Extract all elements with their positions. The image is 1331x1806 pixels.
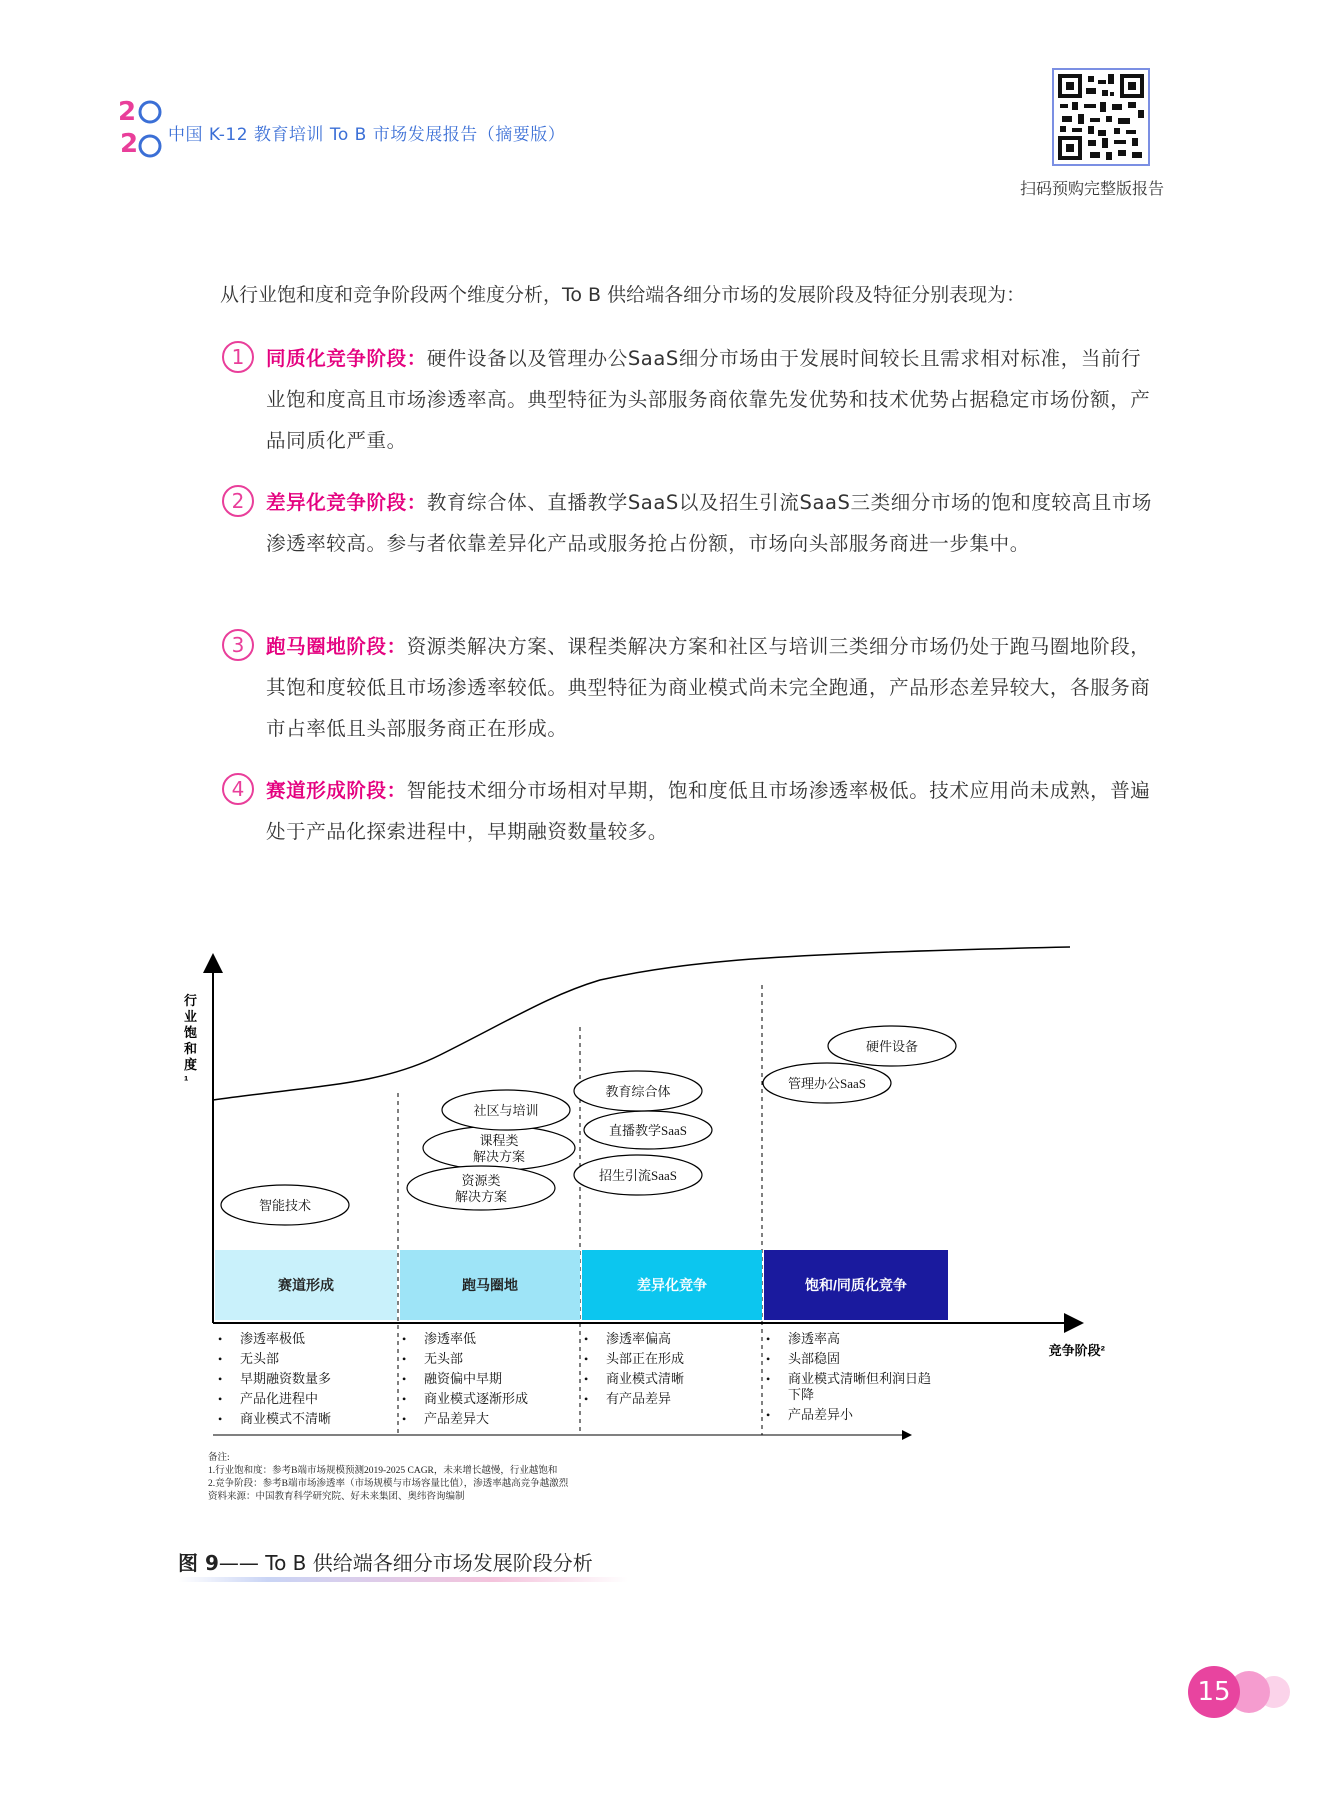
qr-code[interactable] — [1052, 68, 1150, 166]
item-heading: 同质化竞争阶段： — [266, 347, 427, 370]
stage-label: 跑马圈地 — [462, 1277, 518, 1293]
item-number-badge: 4 — [222, 773, 254, 805]
item-text: 资源类解决方案、课程类解决方案和社区与培训三类细分市场仍处于跑马圈地阶段，其饱和度较低且市场渗透率较低。典型特征为商业模式尚未完全跑通，产品形态差异较大，各服务商市占率低且头部服务商正在形成。 — [266, 635, 1151, 740]
stage-item-1 — [222, 338, 1157, 461]
feature-item: 产品差异小 — [788, 1407, 854, 1422]
feature-item: 产品化进程中 — [240, 1391, 319, 1406]
feature-bullet: • — [584, 1372, 589, 1386]
feature-item: 商业模式清晰 — [606, 1371, 685, 1386]
stage-label: 赛道形成 — [278, 1277, 334, 1293]
feature-bullet: • — [218, 1332, 223, 1346]
feature-item: 无头部 — [240, 1351, 280, 1366]
feature-bullet: • — [402, 1392, 407, 1406]
stage-item-3 — [222, 626, 1157, 749]
feature-bullet: • — [402, 1372, 407, 1386]
feature-item: 渗透率低 — [424, 1331, 477, 1346]
segment-label: 社区与培训 — [473, 1103, 539, 1118]
feature-bullet: • — [584, 1332, 589, 1346]
qr-code-pattern — [1058, 74, 1144, 160]
x-axis-label: 竞争阶段² — [1048, 1343, 1105, 1358]
stage-label: 差异化竞争 — [637, 1277, 707, 1293]
notes-heading: 备注: — [208, 1453, 230, 1463]
y-axis-label: 行业饱和度 ¹ — [184, 993, 198, 1088]
item-heading: 赛道形成阶段： — [266, 779, 407, 802]
feature-item: 商业模式清晰但利润日趋 — [788, 1371, 932, 1386]
segment-label: 招生引流SaaS — [598, 1168, 678, 1183]
feature-bullet: • — [402, 1332, 407, 1346]
feature-bullet: • — [218, 1372, 223, 1386]
caption-dash: —— — [218, 1551, 259, 1575]
item-heading: 跑马圈地阶段： — [266, 635, 407, 658]
feature-bullet: • — [218, 1412, 223, 1426]
item-text: 硬件设备以及管理办公SaaS细分市场由于发展时间较长且需求相对标准，当前行业饱和度高且市场渗透率高。典型特征为头部服务商依靠先发优势和技术优势占据稳定市场份额，产品同质化严重。 — [266, 347, 1151, 452]
segment-label: 资源类解决方案 — [454, 1173, 508, 1204]
feature-item: 头部正在形成 — [606, 1351, 685, 1366]
feature-bullet: • — [218, 1352, 223, 1366]
feature-bullet: • — [766, 1332, 771, 1346]
segment-label: 直播教学SaaS — [608, 1123, 688, 1138]
svg-text:2: 2 — [120, 129, 139, 159]
item-heading: 差异化竞争阶段： — [266, 491, 427, 514]
segment-label: 课程类解决方案 — [472, 1133, 526, 1164]
feature-item: 无头部 — [424, 1351, 464, 1366]
note-line: 2.竞争阶段：参考B端市场渗透率（市场规模与市场容量比值），渗透率越高竞争越激烈 — [208, 1479, 569, 1489]
feature-item: 有产品差异 — [606, 1391, 672, 1406]
svg-text:2: 2 — [118, 97, 137, 127]
segment-label: 管理办公SaaS — [787, 1076, 867, 1091]
item-number-badge: 2 — [222, 485, 254, 517]
feature-item: 渗透率偏高 — [606, 1331, 672, 1346]
note-line: 1.行业饱和度：参考B端市场规模预测2019-2025 CAGR，未来增长越慢，行业越饱和 — [208, 1466, 558, 1476]
feature-bullet: • — [766, 1408, 771, 1422]
figure-number: 图 9 — [178, 1551, 219, 1575]
feature-item: 早期融资数量多 — [240, 1371, 332, 1386]
feature-bullet: • — [584, 1392, 589, 1406]
segment-label: 智能技术 — [258, 1198, 312, 1213]
caption-title: To B 供给端各细分市场发展阶段分析 — [258, 1551, 593, 1575]
feature-bullet: • — [766, 1372, 771, 1386]
figure-caption — [178, 1547, 593, 1576]
item-number-badge: 1 — [222, 341, 254, 373]
feature-item: 头部稳固 — [788, 1351, 841, 1366]
stage-item-4 — [222, 770, 1157, 852]
feature-item: 渗透率极低 — [240, 1331, 306, 1346]
stage-label: 饱和/同质化竞争 — [805, 1277, 907, 1293]
report-title: 中国 K-12 教育培训 To B 市场发展报告（摘要版） — [168, 125, 566, 145]
feature-bullet: • — [584, 1352, 589, 1366]
market-stage-diagram — [170, 945, 1155, 1535]
feature-bullet: • — [402, 1412, 407, 1426]
page-number: 15 — [1188, 1666, 1240, 1718]
stage-item-2 — [222, 482, 1157, 564]
feature-bullet: • — [218, 1392, 223, 1406]
feature-item: 商业模式逐渐形成 — [424, 1391, 529, 1406]
feature-item: 商业模式不清晰 — [240, 1411, 332, 1426]
feature-item: 渗透率高 — [788, 1331, 841, 1346]
feature-bullet: • — [402, 1352, 407, 1366]
caption-underline — [178, 1577, 628, 1582]
item-text: 智能技术细分市场相对早期，饱和度低且市场渗透率极低。技术应用尚未成熟，普遍处于产品化探索进程中，早期融资数量较多。 — [266, 779, 1151, 843]
stage-dividers — [398, 985, 762, 1435]
qr-caption: 扫码预购完整版报告 — [1020, 179, 1165, 198]
feature-item: 下降 — [788, 1387, 815, 1402]
2020-logo — [118, 96, 164, 164]
segment-label: 教育综合体 — [605, 1084, 671, 1099]
intro-paragraph: 从行业饱和度和竞争阶段两个维度分析，To B 供给端各细分市场的发展阶段及特征分别表现为： — [220, 284, 1026, 306]
item-text: 教育综合体、直播教学SaaS以及招生引流SaaS三类细分市场的饱和度较高且市场渗透率较高。参与者依靠差异化产品或服务抢占份额，市场向头部服务商进一步集中。 — [266, 491, 1153, 555]
segment-label: 硬件设备 — [865, 1039, 919, 1054]
feature-item: 融资偏中早期 — [424, 1371, 503, 1386]
feature-bullet: • — [766, 1352, 771, 1366]
feature-item: 产品差异大 — [424, 1411, 490, 1426]
note-line: 资料来源：中国教育科学研究院、好未来集团、奥纬咨询编制 — [208, 1492, 465, 1502]
item-number-badge: 3 — [222, 629, 254, 661]
